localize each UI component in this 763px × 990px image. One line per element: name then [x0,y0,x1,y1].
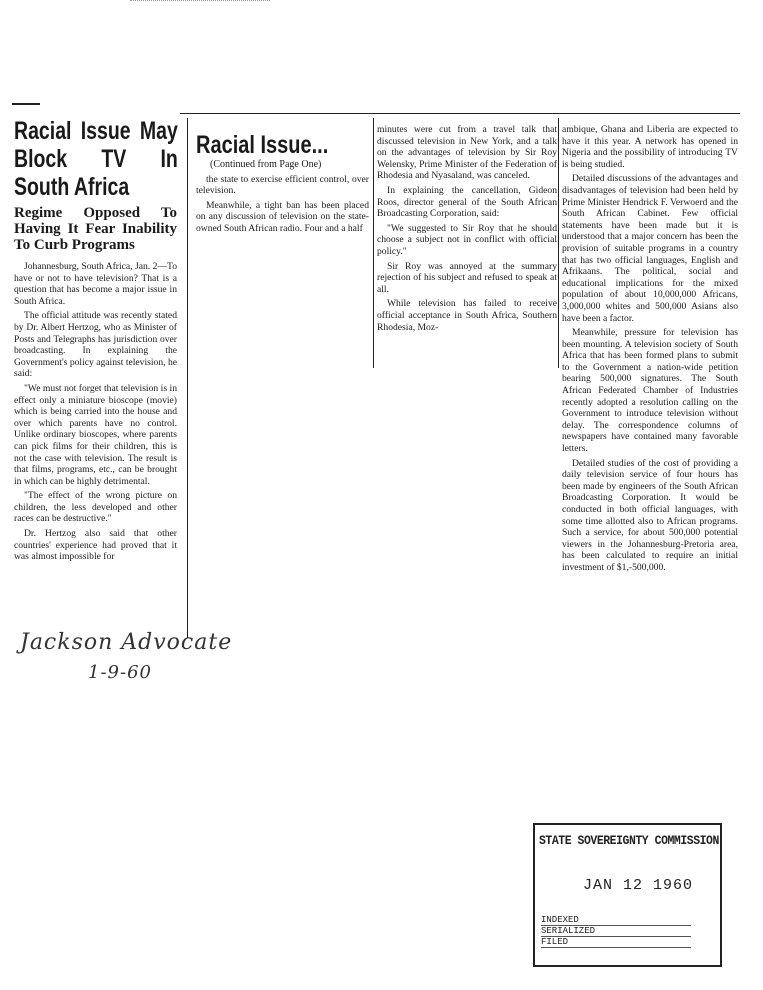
paragraph: the state to exercise efficient control, over television. [196,173,369,197]
column-rule-3 [558,118,559,368]
paragraph: minutes were cut from a travel talk that discussed television in New York, and a talk on the advantages of television by Sir Roy Welensky, Prime Minister of the Federation of Rhodesia and Nyasaland, was canceled. [377,124,557,182]
paragraph: Meanwhile, a tight ban has been placed on any discussion of television on the state-owned South African radio. Four and a half [196,199,369,234]
article-column-1 [14,117,177,566]
stamp-field-indexed: INDEXED [541,915,691,926]
continued-line: (Continued from Page One) [210,159,322,170]
paragraph: Dr. Hertzog also said that other countries' experience had proved that it was almost impossible for [14,528,177,563]
subheadline: Regime Opposed To Having It Fear Inability To Curb Programs [14,205,177,253]
paragraph: In explaining the cancellation, Gideon Roos, director general of the South African Broadcasting Corporation, said: [377,184,557,220]
paragraph: Detailed discussions of the advantages and disadvantages of television had been held by Prime Minister Hendrick F. Verwoerd and the South African Cabinet. Few official statements have been made but it is understood that a major concern has been the provision of suitable programs in a country that has two official languages, English and Afrikaans. The political, social and educational implications for the mixed population of about 10,000,000 Africans, 3,000,000 whites and 500,000 Asians also have been a factor. [562,173,738,324]
paragraph: Johannesburg, South Africa, Jan. 2—To have or not to have television? That is a question that has become a major issue in South Africa. [14,261,177,307]
column-rule-2 [373,118,374,368]
handwritten-date: 1-9-60 [88,662,152,683]
paragraph: The official attitude was recently stated by Dr. Albert Hertzog, who as Minister of Posts and Telegraphs has jurisdiction over broadcasting. In explaining the Government's policy against television, he said: [14,310,177,380]
paragraph: Detailed studies of the cost of providing a daily television service of four hours has been made by engineers of the South African Broadcasting Corporation. It would be conducted in both official languages, with some time allotted also to African programs. Such a service, for about 500,000 potential viewers in the Johannesburg-Pretoria area, has been calculated to require an initial investment of $1,-500,000. [562,457,738,573]
stamp-date: JAN 12 1960 [583,877,694,894]
stamp-fields [541,915,691,948]
handwritten-source: Jackson Advocate [20,630,233,655]
article-column-2 [196,132,369,238]
top-rule [180,113,740,114]
paragraph: While television has failed to receive official acceptance in South Africa, Southern Rhodesia, Moz- [377,298,557,333]
column-rule-1 [187,118,188,638]
paragraph: "The effect of the wrong picture on children, the less developed and other races can be destructive." [14,490,177,525]
stamp-field-serialized: SERIALIZED [541,926,691,937]
stamp-title: STATE SOVEREIGNTY COMMISSION [539,833,719,848]
paragraph: Sir Roy was annoyed at the summary rejection of his subject and refused to speak at all. [377,260,557,295]
stamp-field-filed: FILED [541,937,691,948]
paragraph: "We suggested to Sir Roy that he should choose a subject not in conflict with official policy." [377,222,557,257]
article-column-3 [377,124,557,336]
left-clip-mark [12,103,40,105]
article-column-4 [562,124,738,577]
headline: Racial Issue May Block TV In South Africa [14,117,178,201]
top-edge-mark [130,0,270,1]
paragraph: Meanwhile, pressure for television has been mounting. A television society of South Africa that has been formed plans to submit to the Government a nation-wide petition bearing 500,000 signatures. The South African Federated Chamber of Industries recently adopted a resolution calling on the Government to introduce television without delay. The correspondence columns of newspapers have contained many favorable letters. [562,327,738,455]
jump-headline: Racial Issue... [196,131,329,159]
paragraph: "We must not forget that television is in effect only a miniature bioscope (movie) which is being carried into the house and over which parents have no control. Unlike ordinary bioscopes, where parents can pick films for their children, this is not the case with television. The result is that films, programs, etc., can be brought in which can be highly detrimental. [14,382,177,487]
paragraph: ambique, Ghana and Liberia are expected to have it this year. A network has opened in Nigeria and the possibility of introducing TV is being studied. [562,124,738,170]
commission-stamp [533,823,722,967]
